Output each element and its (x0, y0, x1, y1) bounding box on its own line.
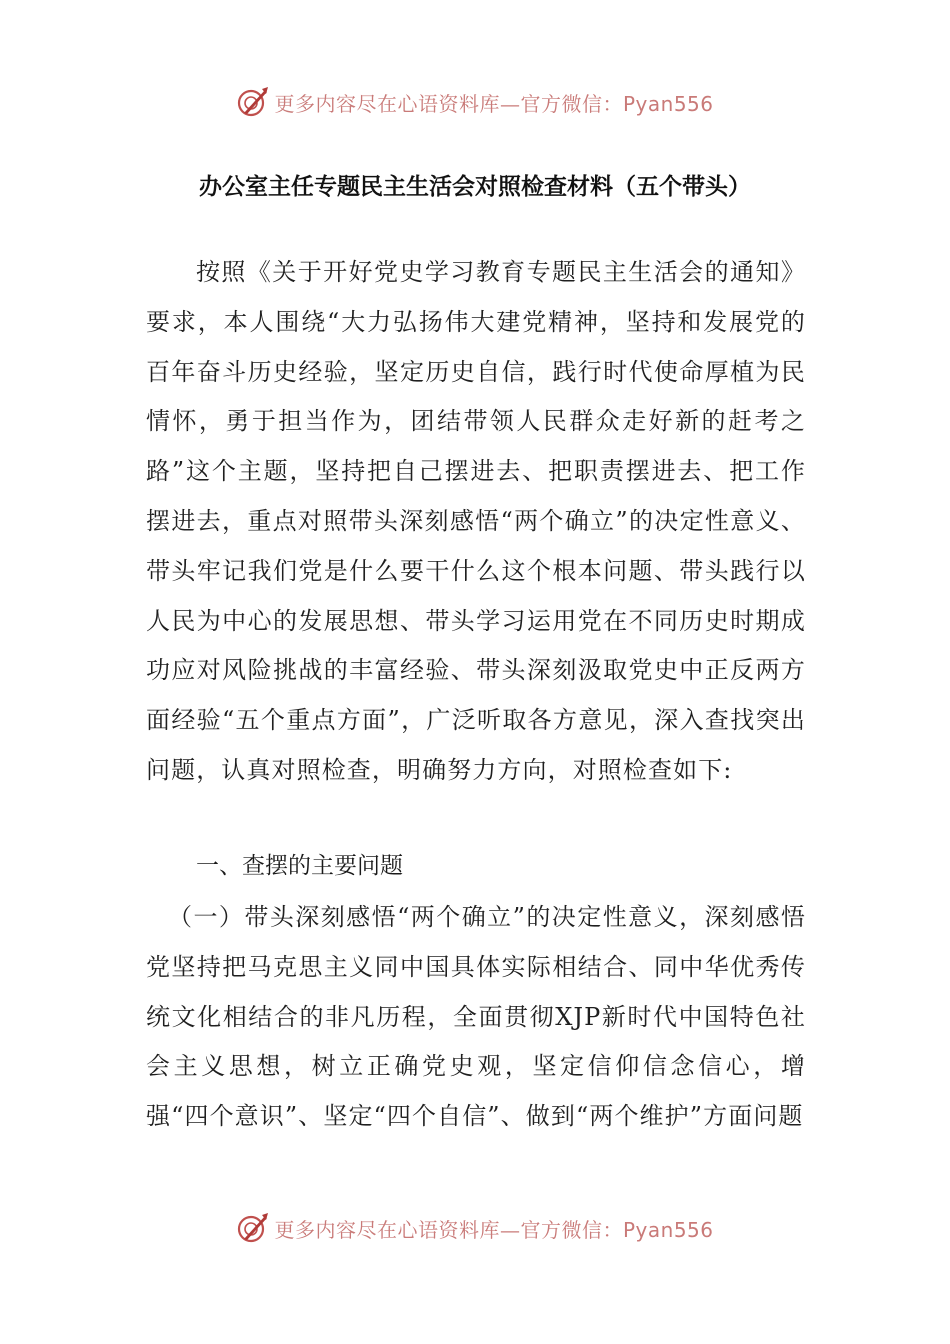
quill-seal-logo-icon (236, 1211, 270, 1245)
intro-paragraph: 按照《关于开好党史学习教育专题民主生活会的通知》要求，本人围绕“大力弘扬伟大建党精神，坚持和发展党的百年奋斗历史经验，坚定历史自信，践行时代使命厚植为民情怀，勇于担当作为，团结带领人民群众走好新的赶考之路”这个主题，坚持把自己摆进去、把职责摆进去、把工作摆进去，重点对照带头深刻感悟“两个确立”的决定性意义、带头牢记我们党是什么要干什么这个根本问题、带头践行以人民为中心的发展思想、带头学习运用党在不同历史时期成功应对风险挑战的丰富经验、带头深刻汲取党史中正反两方面经验“五个重点方面”，广泛听取各方意见，深入查找突出问题，认真对照检查，明确努力方向，对照检查如下: (146, 258, 806, 784)
watermark-banner-bottom (0, 1206, 950, 1250)
watermark-inner (236, 1211, 713, 1245)
subsection-paragraph: （一）带头深刻感悟“两个确立”的决定性意义，深刻感悟党坚持把马克思主义同中国具体实际相结合、同中华优秀传统文化相结合的非凡历程，全面贯彻XJP新时代中国特色社会主义思想，树立正确党史观，坚定信仰信念信心，增强“四个意识”、坚定“四个自信”、做到“两个维护”方面问题 (146, 903, 806, 1131)
section-heading: 一、查摆的主要问题 (196, 853, 403, 879)
watermark-banner-top (0, 80, 950, 124)
watermark-text: 更多内容尽在心语资料库—官方微信：Pyan556 (274, 91, 714, 116)
watermark-inner (236, 85, 713, 119)
quill-seal-logo-icon (236, 85, 270, 119)
watermark-text: 更多内容尽在心语资料库—官方微信：Pyan556 (274, 1217, 714, 1242)
document-title: 办公室主任专题民主生活会对照检查材料（五个带头） (199, 174, 751, 200)
